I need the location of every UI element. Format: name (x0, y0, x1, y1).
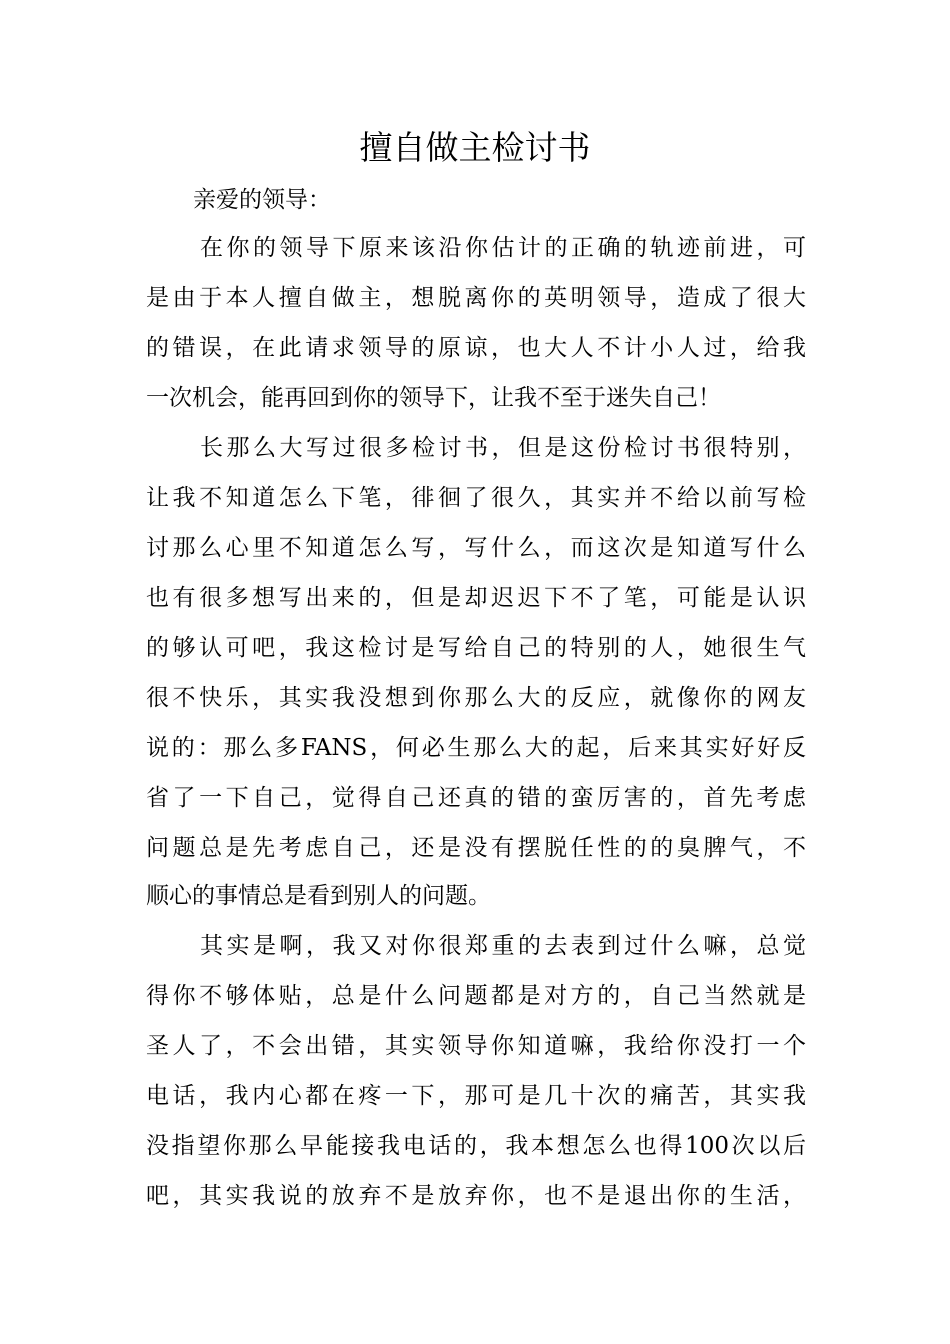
text-line: 让我不知道怎么下笔，徘徊了很久，其实并不给以前写检 (146, 485, 806, 511)
document-title: 擅自做主检讨书 (359, 128, 591, 167)
text-line: 问题总是先考虑自己，还是没有摆脱任性的的臭脾气，不 (146, 835, 806, 861)
text-line: 讨那么心里不知道怎么写，写什么，而这次是知道写什么 (146, 535, 806, 561)
text-line: 顺心的事情总是看到别人的问题。 (146, 883, 491, 909)
salutation: 亲爱的领导： (193, 187, 331, 213)
text-line: 的错误，在此请求领导的原谅，也大人不计小人过，给我 (146, 335, 806, 361)
text-line: 一次机会，能再回到你的领导下，让我不至于迷失自己！ (146, 385, 721, 411)
text-line: 得你不够体贴，总是什么问题都是对方的，自己当然就是 (146, 983, 806, 1009)
text-line: 说的：那么多FANS，何必生那么大的起，后来其实好好反 (146, 735, 806, 761)
text-line: 没指望你那么早能接我电话的，我本想怎么也得100次以后 (146, 1133, 806, 1159)
text-line: 电话，我内心都在疼一下，那可是几十次的痛苦，其实我 (146, 1083, 806, 1109)
text-line: 其实是啊，我又对你很郑重的去表到过什么嘛，总觉 (200, 933, 806, 959)
text-line: 长那么大写过很多检讨书，但是这份检讨书很特别， (200, 435, 806, 461)
text-line: 圣人了，不会出错，其实领导你知道嘛，我给你没打一个 (146, 1033, 806, 1059)
text-line: 省了一下自己，觉得自己还真的错的蛮厉害的，首先考虑 (146, 785, 806, 811)
text-line: 很不快乐，其实我没想到你那么大的反应，就像你的网友 (146, 685, 806, 711)
text-line: 也有很多想写出来的，但是却迟迟下不了笔，可能是认识 (146, 585, 806, 611)
text-line: 吧，其实我说的放弃不是放弃你，也不是退出你的生活， (146, 1183, 806, 1209)
text-line: 的够认可吧，我这检讨是写给自己的特别的人，她很生气 (146, 635, 806, 661)
text-line: 在你的领导下原来该沿你估计的正确的轨迹前进，可 (200, 235, 806, 261)
text-line: 是由于本人擅自做主，想脱离你的英明领导，造成了很大 (146, 285, 806, 311)
